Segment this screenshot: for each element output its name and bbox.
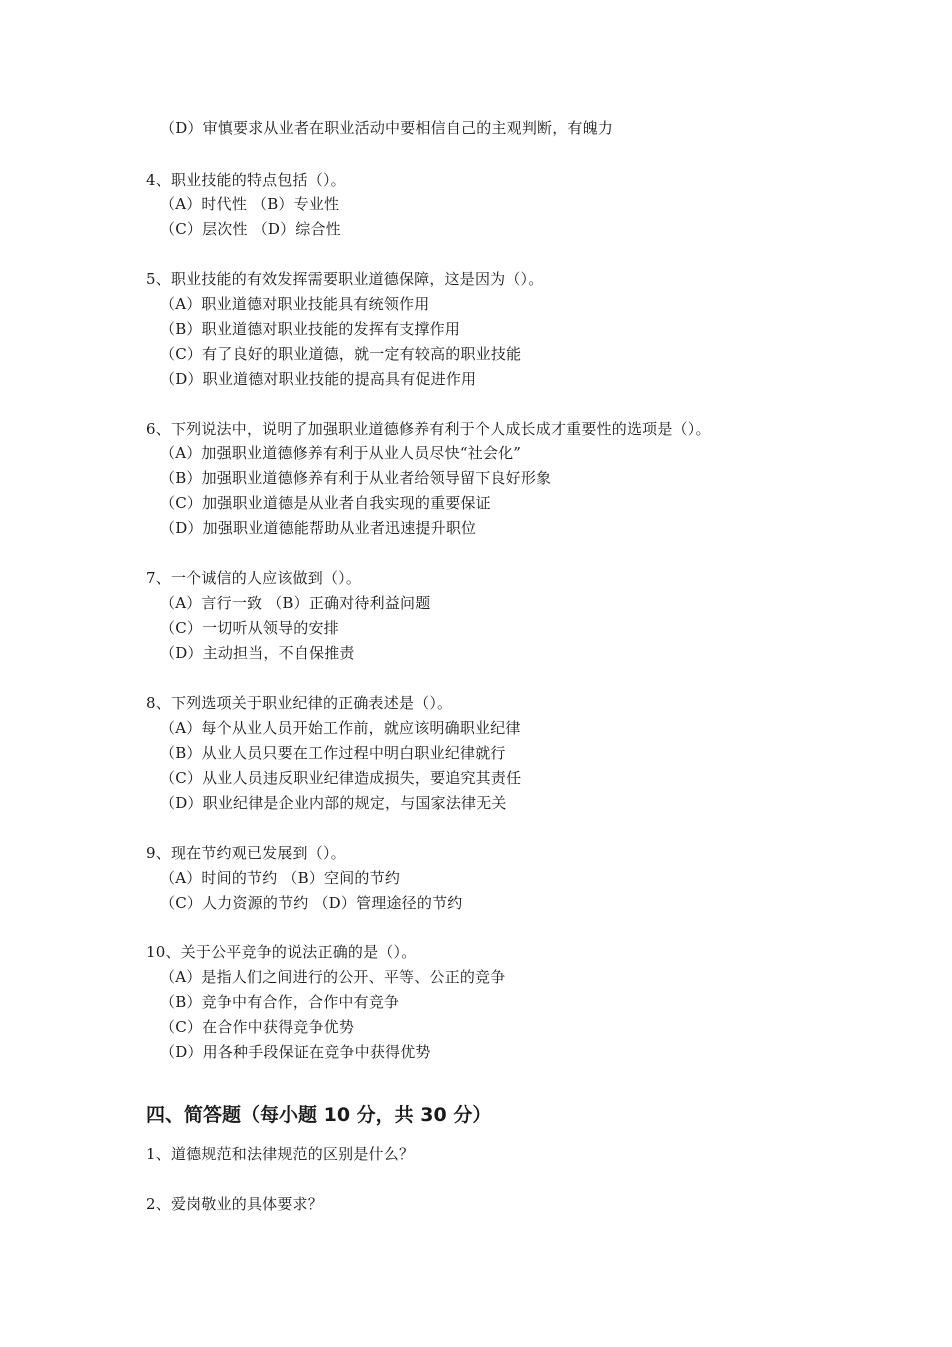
question-7-option-c: （C）一切听从领导的安排 <box>160 619 339 637</box>
question-7-options-ab: （A）言行一致 （B）正确对待利益问题 <box>160 594 431 612</box>
question-5-option-a: （A）职业道德对职业技能具有统领作用 <box>160 295 430 313</box>
question-6-option-a: （A）加强职业道德修养有利于从业人员尽快“社会化” <box>160 444 522 462</box>
question-9-stem: 9、现在节约观已发展到（）。 <box>146 844 346 862</box>
section-4-heading: 四、简答题（每小题 10 分，共 30 分） <box>146 1104 492 1126</box>
question-7-option-d: （D）主动担当，不自保推责 <box>160 644 355 662</box>
question-10-option-d: （D）用各种手段保证在竞争中获得优势 <box>160 1043 431 1061</box>
short-answer-question-2: 2、爱岗敬业的具体要求？ <box>146 1195 323 1213</box>
question-5-option-d: （D）职业道德对职业技能的提高具有促进作用 <box>160 370 477 388</box>
question-4-options-cd: （C）层次性 （D）综合性 <box>160 220 341 238</box>
question-5-option-c: （C）有了良好的职业道德，就一定有较高的职业技能 <box>160 345 522 363</box>
question-4-stem: 4、职业技能的特点包括（）。 <box>146 171 346 189</box>
question-10-option-a: （A）是指人们之间进行的公开、平等、公正的竞争 <box>160 968 506 986</box>
question-8-option-d: （D）职业纪律是企业内部的规定，与国家法律无关 <box>160 794 507 812</box>
question-9-options-cd: （C）人力资源的节约 （D）管理途径的节约 <box>160 894 463 912</box>
question-6-option-b: （B）加强职业道德修养有利于从业者给领导留下良好形象 <box>160 469 552 487</box>
question-10-stem: 10、关于公平竞争的说法正确的是（）。 <box>146 943 417 961</box>
question-8-option-b: （B）从业人员只要在工作过程中明白职业纪律就行 <box>160 744 506 762</box>
question-6-option-c: （C）加强职业道德是从业者自我实现的重要保证 <box>160 494 491 512</box>
question-4-options-ab: （A）时代性 （B）专业性 <box>160 195 340 213</box>
question-8-option-a: （A）每个从业人员开始工作前，就应该明确职业纪律 <box>160 719 521 737</box>
question-5-stem: 5、职业技能的有效发挥需要职业道德保障，这是因为（）。 <box>146 270 544 288</box>
question-6-stem: 6、下列说法中，说明了加强职业道德修养有利于个人成长成才重要性的选项是（）。 <box>146 420 711 438</box>
question-8-stem: 8、下列选项关于职业纪律的正确表述是（）。 <box>146 694 453 712</box>
question-8-option-c: （C）从业人员违反职业纪律造成损失，要追究其责任 <box>160 769 522 787</box>
prev-option-d: （D）审慎要求从业者在职业活动中要相信自己的主观判断，有魄力 <box>160 119 614 137</box>
question-6-option-d: （D）加强职业道德能帮助从业者迅速提升职位 <box>160 519 477 537</box>
question-10-option-c: （C）在合作中获得竞争优势 <box>160 1018 355 1036</box>
question-7-stem: 7、一个诚信的人应该做到（）。 <box>146 569 362 587</box>
question-10-option-b: （B）竞争中有合作，合作中有竞争 <box>160 993 400 1011</box>
question-9-options-ab: （A）时间的节约 （B）空间的节约 <box>160 869 401 887</box>
short-answer-question-1: 1、道德规范和法律规范的区别是什么？ <box>146 1145 415 1163</box>
question-5-option-b: （B）职业道德对职业技能的发挥有支撑作用 <box>160 320 461 338</box>
